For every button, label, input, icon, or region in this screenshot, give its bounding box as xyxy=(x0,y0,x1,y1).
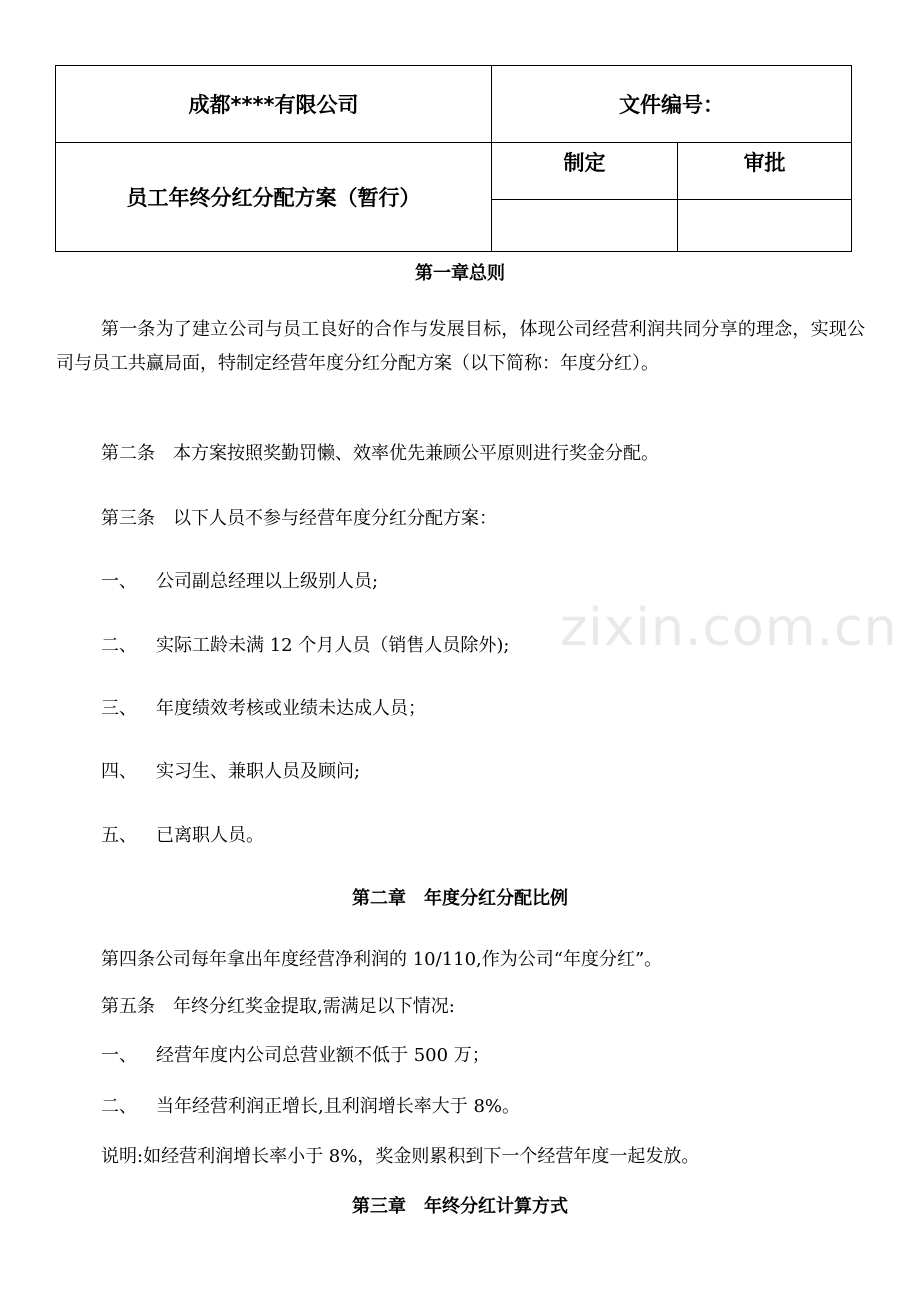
article-4: 第四条公司每年拿出年度经营净利润的 10/110,作为公司“年度分红”。 xyxy=(101,949,663,970)
document-title: 员工年终分红分配方案（暂行） xyxy=(56,143,492,252)
chapter-3-title: 第三章 年终分红计算方式 xyxy=(352,1196,568,1217)
approved-by-label: 审批 xyxy=(678,143,852,200)
list-item-number: 一、 xyxy=(101,1045,137,1066)
chapter-2-note: 说明:如经营利润增长率小于 8%，奖金则累积到下一个经营年度一起发放。 xyxy=(101,1146,700,1167)
document-number-label: 文件编号： xyxy=(492,66,852,143)
chapter-1-title: 第一章总则 xyxy=(415,263,505,284)
list-item-number: 一、 xyxy=(101,571,137,592)
list-item-number: 三、 xyxy=(101,698,137,719)
chapter-2-title: 第二章 年度分红分配比例 xyxy=(352,888,568,909)
article-2: 第二条 本方案按照奖勤罚懒、效率优先兼顾公平原则进行奖金分配。 xyxy=(101,443,659,464)
list-item-text: 公司副总经理以上级别人员; xyxy=(156,571,379,592)
list-item-text: 当年经营利润正增长,且利润增长率大于 8%。 xyxy=(156,1096,520,1117)
list-item-text: 实际工龄未满 12 个月人员（销售人员除外); xyxy=(156,635,510,656)
approved-by-value xyxy=(678,200,852,252)
list-item-text: 年度绩效考核或业绩未达成人员； xyxy=(156,698,426,719)
list-item-text: 实习生、兼职人员及顾问; xyxy=(156,761,361,782)
list-item-text: 已离职人员。 xyxy=(156,825,264,846)
company-name: 成都****有限公司 xyxy=(56,66,492,143)
list-item-number: 二、 xyxy=(101,635,137,656)
made-by-value xyxy=(492,200,678,252)
list-item-number: 五、 xyxy=(101,825,137,846)
list-item-text: 经营年度内公司总营业额不低于 500 万； xyxy=(156,1045,490,1066)
watermark: zixin.com.cn xyxy=(560,598,898,658)
article-3: 第三条 以下人员不参与经营年度分红分配方案： xyxy=(101,508,497,529)
document-header-table xyxy=(55,65,852,252)
list-item-number: 二、 xyxy=(101,1096,137,1117)
article-5: 第五条 年终分红奖金提取,需满足以下情况: xyxy=(101,996,455,1017)
made-by-label: 制定 xyxy=(492,143,678,200)
list-item-number: 四、 xyxy=(101,761,137,782)
article-1: 第一条为了建立公司与员工良好的合作与发展目标，体现公司经营利润共同分享的理念，实现公司与员工共赢局面，特制定经营年度分红分配方案（以下简称：年度分红）。 xyxy=(56,319,865,374)
